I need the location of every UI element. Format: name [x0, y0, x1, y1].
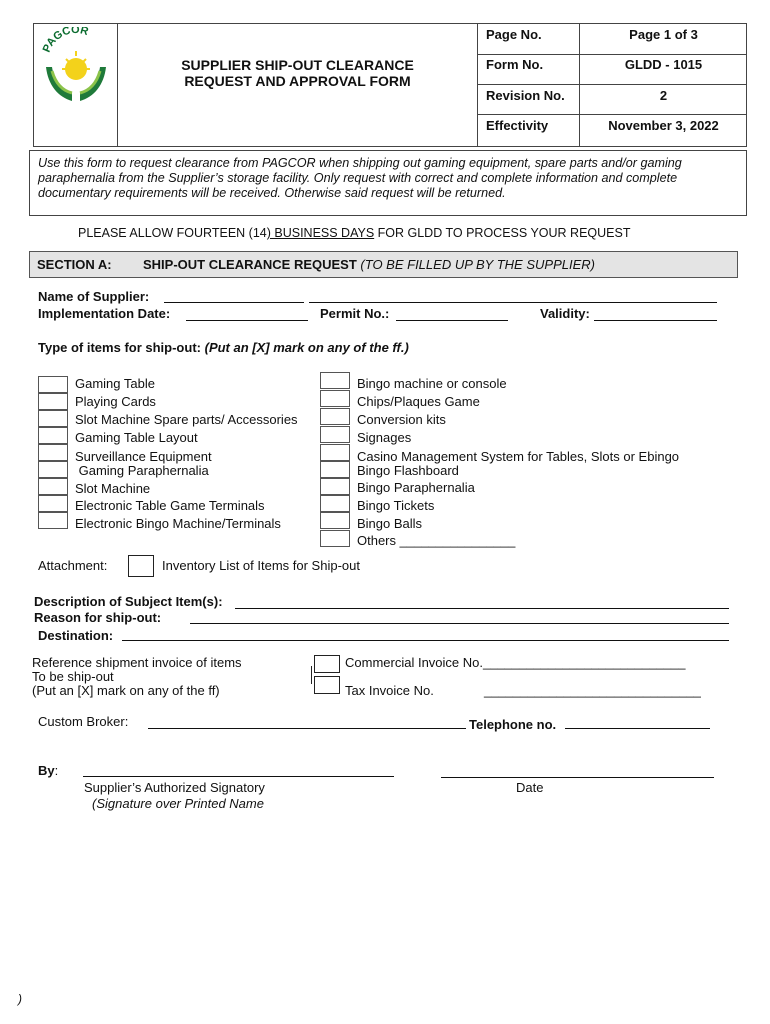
reason-label: Reason for ship-out:: [34, 610, 162, 625]
permit-no-label: Permit No.:: [320, 306, 390, 321]
signature-field[interactable]: [83, 776, 394, 777]
notice-underlined: ) BUSINESS DAYS: [266, 226, 375, 240]
telephone-label: Telephone no.: [469, 717, 557, 732]
section-a-label: SECTION A:: [37, 257, 112, 272]
destination-label: Destination:: [38, 628, 114, 643]
checkbox-bingo-balls[interactable]: [320, 512, 350, 529]
checkbox-chips-plaques[interactable]: [320, 390, 350, 407]
signature-by-colon: :: [54, 763, 59, 778]
notice-pre: PLEASE ALLOW FOURTEEN (14: [78, 226, 267, 240]
reason-field[interactable]: [190, 623, 729, 624]
meta-label-form: Form No.: [486, 57, 544, 72]
section-a-note: (TO BE FILLED UP BY THE SUPPLIER): [360, 257, 595, 272]
checkbox-casino-management[interactable]: [320, 444, 350, 461]
label-gaming-table-layout: Gaming Table Layout: [75, 430, 198, 445]
checkbox-ebingo-terminals[interactable]: [38, 512, 68, 529]
destination-field[interactable]: [122, 640, 729, 641]
supplier-name-field-ext[interactable]: [309, 302, 717, 303]
supplier-name-label: Name of Supplier:: [38, 289, 150, 304]
label-etg-terminals: Electronic Table Game Terminals: [75, 498, 265, 513]
checkbox-tax-invoice[interactable]: [314, 676, 340, 694]
meta-label-page: Page No.: [486, 27, 542, 42]
processing-notice: [78, 226, 630, 240]
items-heading-label: Type of items for ship-out:: [38, 340, 201, 355]
meta-value-page: Page 1 of 3: [629, 27, 698, 42]
label-casino-management: Casino Management System for Tables, Slots or Ebingo: [357, 449, 680, 464]
form-title-line1: SUPPLIER SHIP-OUT CLEARANCE: [181, 57, 414, 73]
implementation-date-label: Implementation Date:: [38, 306, 171, 321]
label-gaming-paraphernalia: Gaming Paraphernalia: [75, 463, 209, 478]
signature-by-label: By: [38, 763, 55, 778]
label-conversion-kits: Conversion kits: [357, 412, 446, 427]
checkbox-gaming-table-layout[interactable]: [38, 427, 68, 444]
label-slot-spare-parts: Slot Machine Spare parts/ Accessories: [75, 412, 298, 427]
label-surveillance: Surveillance Equipment: [75, 449, 212, 464]
notice-post: FOR GLDD TO PROCESS YOUR REQUEST: [374, 226, 631, 240]
checkbox-slot-machine[interactable]: [38, 478, 68, 495]
telephone-field[interactable]: [565, 728, 710, 729]
meta-value-effectivity: November 3, 2022: [608, 118, 719, 133]
checkbox-gaming-paraphernalia[interactable]: [38, 461, 68, 478]
checkbox-bingo-paraphernalia[interactable]: [320, 478, 350, 495]
description-field[interactable]: [235, 608, 729, 609]
checkbox-bingo-flashboard[interactable]: [320, 461, 350, 478]
commercial-invoice-label: Commercial Invoice No.____________________________: [345, 655, 686, 670]
label-bingo-flashboard: Bingo Flashboard: [357, 463, 459, 478]
signature-by: [38, 763, 58, 778]
attachment-item: Inventory List of Items for Ship-out: [162, 558, 360, 573]
implementation-date-field[interactable]: [186, 320, 308, 321]
date-field[interactable]: [441, 777, 714, 778]
meta-label-revision: Revision No.: [486, 88, 565, 103]
supplier-name-field[interactable]: [164, 302, 304, 303]
label-ebingo-terminals: Electronic Bingo Machine/Terminals: [75, 516, 281, 531]
svg-text:PAGCOR: [41, 27, 90, 54]
reference-line1: Reference shipment invoice of items: [32, 655, 242, 670]
label-bingo-paraphernalia: Bingo Paraphernalia: [357, 480, 475, 495]
description-label: Description of Subject Item(s):: [34, 594, 223, 609]
header-divider-title: [477, 23, 478, 147]
tax-invoice-blank: ______________________________: [484, 683, 701, 698]
label-signages: Signages: [357, 430, 412, 445]
items-heading-note: (Put an [X] mark on any of the ff.): [204, 340, 409, 355]
checkbox-signages[interactable]: [320, 426, 350, 443]
label-bingo-tickets: Bingo Tickets: [357, 498, 435, 513]
label-bingo-balls: Bingo Balls: [357, 516, 423, 531]
meta-value-revision: 2: [659, 88, 668, 103]
checkbox-conversion-kits[interactable]: [320, 408, 350, 425]
section-a-title: SHIP-OUT CLEARANCE REQUEST: [143, 257, 357, 272]
checkbox-others[interactable]: [320, 530, 350, 547]
instructions-text: Use this form to request clearance from PAGCOR when shipping out gaming equipment, spare parts and/or gaming paraphernalia from the Supplier’s storage facility. Only request with correct and complete information and complete documentary requirements will be received. Otherwise said request will be returned.: [38, 156, 682, 200]
label-playing-cards: Playing Cards: [75, 394, 156, 409]
checkbox-playing-cards[interactable]: [38, 393, 68, 410]
items-heading: [38, 340, 409, 355]
meta-label-effectivity: Effectivity: [486, 118, 549, 133]
signatory-label: Supplier’s Authorized Signatory: [84, 780, 265, 795]
reference-line3: (Put an [X] mark on any of the ff): [32, 683, 220, 698]
checkbox-bingo-tickets[interactable]: [320, 495, 350, 512]
attachment-label: Attachment:: [38, 558, 108, 573]
permit-no-field[interactable]: [396, 320, 508, 321]
label-others: Others ________________: [357, 533, 516, 548]
logo-text: PAGCOR: [40, 27, 90, 55]
label-slot-machine: Slot Machine: [75, 481, 151, 496]
checkbox-slot-spare-parts[interactable]: [38, 410, 68, 427]
printed-name-label: (Signature over Printed Name: [92, 796, 264, 811]
checkbox-commercial-invoice[interactable]: [314, 655, 340, 673]
meta-value-form: GLDD - 1015: [624, 57, 703, 72]
reference-line2: To be ship-out: [32, 669, 114, 684]
label-chips-plaques: Chips/Plaques Game: [357, 394, 480, 409]
footer-mark: ): [18, 992, 22, 1006]
checkbox-gaming-table[interactable]: [38, 376, 68, 393]
validity-label: Validity:: [540, 306, 590, 321]
form-title: [118, 57, 477, 89]
pagcor-logo: [38, 27, 114, 105]
date-label: Date: [516, 780, 544, 795]
label-gaming-table: Gaming Table: [75, 376, 155, 391]
section-a-title-wrap: [143, 257, 595, 272]
checkbox-etg-terminals[interactable]: [38, 495, 68, 512]
validity-field[interactable]: [594, 320, 717, 321]
checkbox-attachment-inventory[interactable]: [128, 555, 154, 577]
checkbox-bingo-machine[interactable]: [320, 372, 350, 389]
form-title-line2: REQUEST AND APPROVAL FORM: [184, 73, 411, 89]
checkbox-surveillance[interactable]: [38, 444, 68, 461]
tax-invoice-label: Tax Invoice No.: [345, 683, 434, 698]
custom-broker-label: Custom Broker:: [38, 714, 129, 729]
label-bingo-machine: Bingo machine or console: [357, 376, 507, 391]
custom-broker-field[interactable]: [148, 728, 466, 729]
pagcor-logo-icon: [38, 27, 114, 105]
